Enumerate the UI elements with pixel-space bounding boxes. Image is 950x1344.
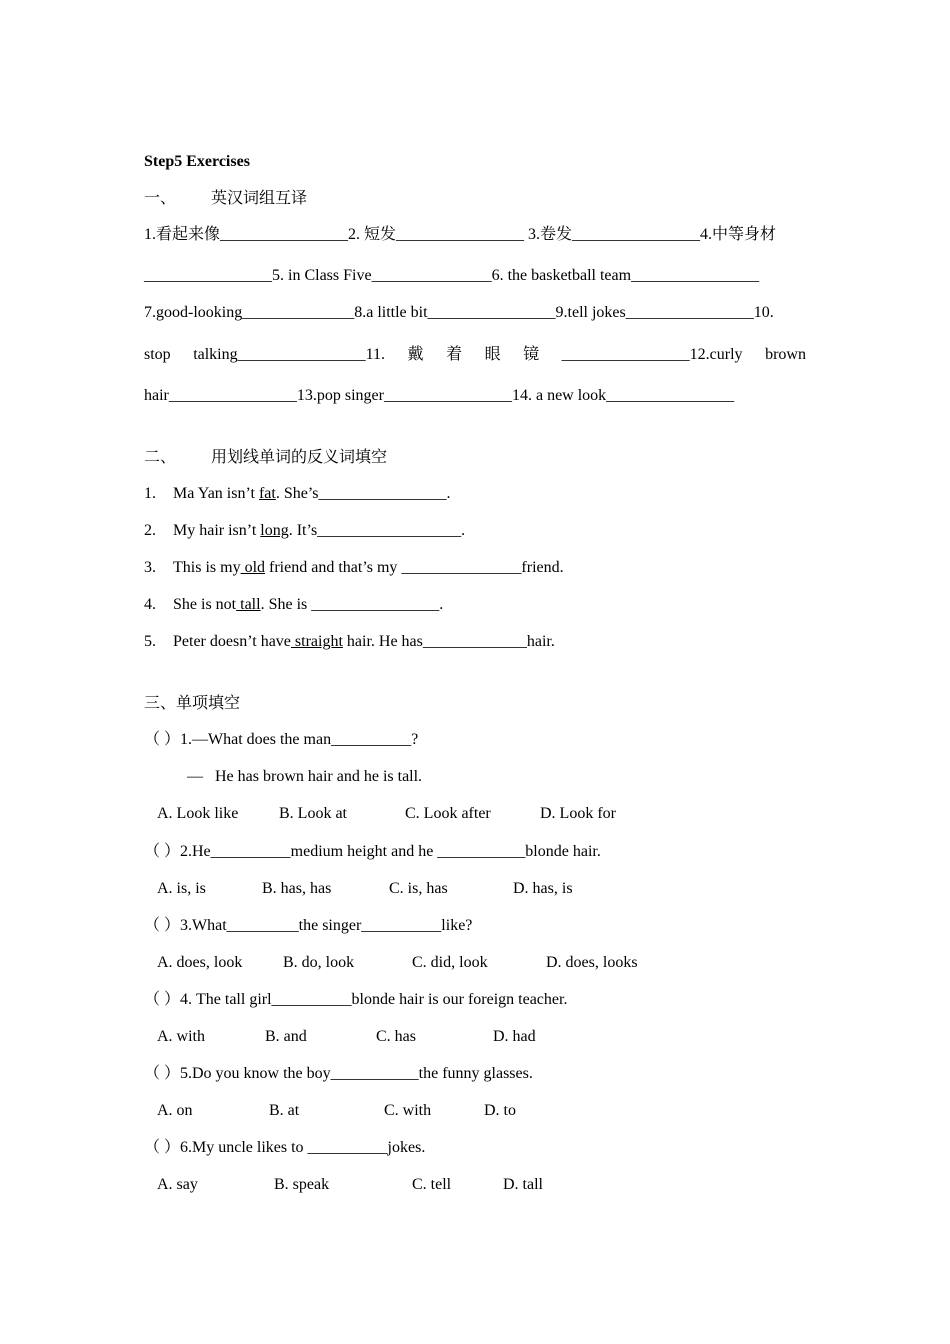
option-a: A. on [157,1102,193,1119]
option-a: A. Look like [157,805,239,822]
part1-line-1: 1.看起来像________________2. 短发________________ 3.卷发________________4.中等身材 [144,226,777,243]
part2-item [144,595,443,615]
underlined-word: fat [258,485,276,502]
part1-line-4-token: 眼 [484,346,501,363]
item-text: Peter doesn’t have [173,633,291,650]
option-a: A. say [157,1176,198,1193]
question-3: （ ）3.What_________the singer__________like? [144,917,473,934]
underlined-word: straight [290,633,343,650]
option-d: D. tall [503,1176,543,1193]
part1-line-4-token: 着 [446,346,463,363]
item-text: . She’s________________. [275,485,451,502]
option-b: B. Look at [279,805,347,822]
option-c: C. is, has [389,880,448,897]
part2-item [144,521,465,541]
part1-heading: 英汉词组互译 [211,190,308,207]
item-number: 5. [144,633,156,650]
item-text: She is not [173,596,237,613]
part2-item [144,484,451,504]
item-number: 2. [144,522,156,539]
option-c: C. did, look [412,954,488,971]
part1-line-4-token: 戴 [407,346,424,363]
option-a: A. is, is [157,880,206,897]
option-b: B. has, has [262,880,332,897]
item-text: Ma Yan isn’t [173,485,259,502]
item-text: friend and that’s my _______________friend. [265,559,564,576]
question-4: （ ）4. The tall girl__________blonde hair is our foreign teacher. [144,991,568,1008]
option-c: C. Look after [405,805,491,822]
item-text: This is my [173,559,241,576]
item-number: 1. [144,485,156,502]
part1-line-4-token: brown [765,346,806,363]
question-1: （ ）1.—What does the man__________? [144,731,419,748]
option-d: D. to [484,1102,516,1119]
option-b: B. speak [274,1176,330,1193]
option-b: B. and [265,1028,307,1045]
option-c: C. tell [412,1176,452,1193]
part3-heading: 三、单项填空 [144,695,241,712]
question-2: （ ）2.He__________medium height and he ___________blonde hair. [144,843,601,860]
option-d: D. does, looks [546,954,638,971]
question-5: （ ）5.Do you know the boy___________the funny glasses. [144,1065,533,1082]
part1-line-5: hair________________13.pop singer________________14. a new look________________ [144,387,735,404]
option-b: B. at [269,1102,300,1119]
part1-line-2: ________________5. in Class Five_______________6. the basketball team________________ [144,267,760,284]
item-number: 4. [144,596,156,613]
part1-line-4-token: ________________12.curly [561,346,743,363]
option-c: C. has [376,1028,416,1045]
option-d: D. had [493,1028,536,1045]
underlined-word: tall [236,596,261,613]
item-text: My hair isn’t [173,522,261,539]
part2-heading: 用划线单词的反义词填空 [211,449,388,466]
option-d: D. has, is [513,880,573,897]
part2-item [144,632,555,652]
part2-heading-number: 二、 [144,449,177,466]
page-title: Step5 Exercises [144,153,250,170]
underlined-word: old [240,559,266,576]
question-6: （ ）6.My uncle likes to __________jokes. [144,1139,426,1156]
part1-line-3: 7.good-looking______________8.a little bit________________9.tell jokes________________10. [144,304,774,321]
option-c: C. with [384,1102,432,1119]
part2-item [144,558,564,578]
option-a: A. does, look [157,954,243,971]
underlined-word: long [260,522,289,539]
item-number: 3. [144,559,156,576]
item-text: . She is ________________. [260,596,444,613]
option-b: B. do, look [283,954,355,971]
part1-line-4-token: talking________________11. [193,346,386,363]
part1-heading-number: 一、 [144,190,177,207]
item-text: hair. He has_____________hair. [342,633,555,650]
option-d: D. Look for [540,805,616,822]
part1-line-4-token: stop [144,346,171,363]
part1-line-4-token: 镜 [523,346,540,363]
part1-line-4 [144,345,806,365]
item-text: . It’s__________________. [288,522,466,539]
option-a: A. with [157,1028,205,1045]
question-1-answer: — He has brown hair and he is tall. [187,768,423,785]
